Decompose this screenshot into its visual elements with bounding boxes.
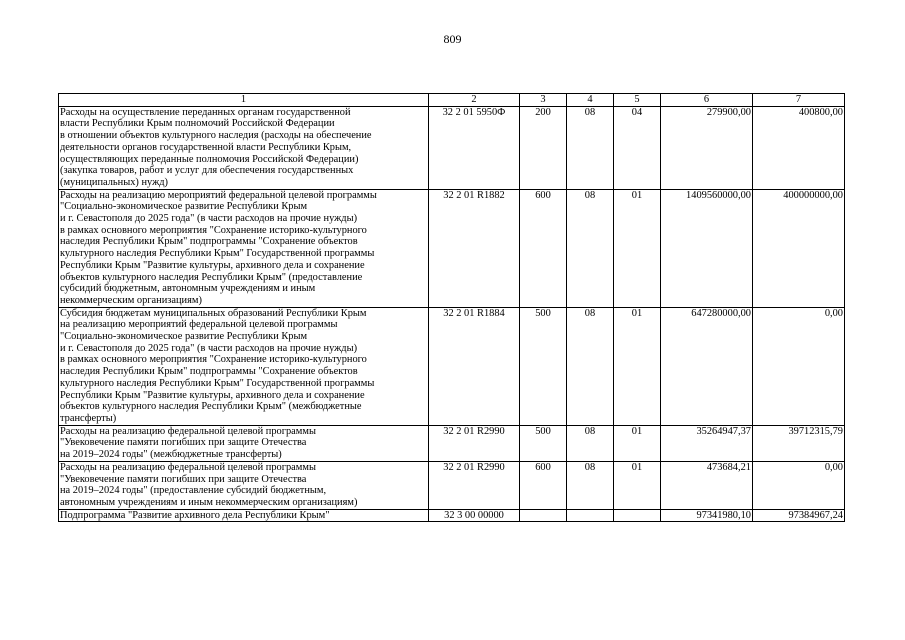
- row-code: 32 3 00 00000: [429, 509, 520, 522]
- table-row: [59, 307, 845, 425]
- table-row: [59, 106, 845, 189]
- row-description: Субсидия бюджетам муниципальных образований Республики Крым на реализацию мероприятий федеральной целевой программы "Социально-экономическое развитие Республики Крым и г. Севастополя до 2025 года" (в части расходов на прочие нужды) в рамках основного мероприятия "Сохранение историко-культурного наследия Республики Крым" подпрограммы "Сохранение объектов культурного наследия Республики Крым" Государственной программы Республики Крым "Развитие культуры, архивного дела и сохранение объектов культурного наследия Республики Крым" (межбюджетные трансферты): [59, 307, 429, 425]
- header-col-5: 5: [614, 94, 661, 107]
- header-col-2: 2: [429, 94, 520, 107]
- row-expense-type: 600: [520, 189, 567, 307]
- budget-table: [58, 93, 845, 522]
- row-subsection: [614, 509, 661, 522]
- row-description: Подпрограмма "Развитие архивного дела Республики Крым": [59, 509, 429, 522]
- header-row: [59, 94, 845, 107]
- row-code: 32 2 01 5950Ф: [429, 106, 520, 189]
- row-code: 32 2 01 R1882: [429, 189, 520, 307]
- row-subsection: 04: [614, 106, 661, 189]
- row-section: [567, 509, 614, 522]
- header-col-3: 3: [520, 94, 567, 107]
- row-section: 08: [567, 189, 614, 307]
- table-row: [59, 189, 845, 307]
- row-amount-1: 647280000,00: [661, 307, 753, 425]
- row-code: 32 2 01 R2990: [429, 461, 520, 509]
- page-number: 809: [443, 32, 462, 46]
- row-section: 08: [567, 461, 614, 509]
- row-subsection: 01: [614, 425, 661, 461]
- row-amount-1: 97341980,10: [661, 509, 753, 522]
- table-row: [59, 461, 845, 509]
- header-col-6: 6: [661, 94, 753, 107]
- row-description: Расходы на реализацию федеральной целевой программы "Увековечение памяти погибших при защите Отечества на 2019–2024 годы" (межбюджетные трансферты): [59, 425, 429, 461]
- row-expense-type: [520, 509, 567, 522]
- row-amount-1: 473684,21: [661, 461, 753, 509]
- header-col-7: 7: [753, 94, 845, 107]
- row-expense-type: 200: [520, 106, 567, 189]
- row-description: Расходы на реализацию федеральной целевой программы "Увековечение памяти погибших при защите Отечества на 2019–2024 годы" (предоставление субсидий бюджетным, автономным учреждениям и иным некоммерческим организациям): [59, 461, 429, 509]
- row-amount-1: 1409560000,00: [661, 189, 753, 307]
- row-expense-type: 500: [520, 425, 567, 461]
- row-amount-2: 400800,00: [753, 106, 845, 189]
- row-subsection: 01: [614, 307, 661, 425]
- row-description: Расходы на реализацию мероприятий федеральной целевой программы "Социально-экономическое развитие Республики Крым и г. Севастополя до 2025 года" (в части расходов на прочие нужды) в рамках основного мероприятия "Сохранение историко-культурного наследия Республики Крым" подпрограммы "Сохранение объектов культурного наследия Республики Крым" Государственной программы Республики Крым "Развитие культуры, архивного дела и сохранение объектов культурного наследия Республики Крым" (предоставление субсидий бюджетным, автономным учреждениям и иным некоммерческим организациям): [59, 189, 429, 307]
- row-amount-2: 39712315,79: [753, 425, 845, 461]
- row-code: 32 2 01 R2990: [429, 425, 520, 461]
- row-section: 08: [567, 425, 614, 461]
- row-description: Расходы на осуществление переданных органам государственной власти Республики Крым полномочий Российской Федерации в отношении объектов культурного наследия (расходы на обеспечение деятельности органов государственной власти Республики Крым, осуществляющих переданные полномочия Российской Федерации) (закупка товаров, работ и услуг для обеспечения государственных (муниципальных) нужд): [59, 106, 429, 189]
- table-row: [59, 425, 845, 461]
- row-amount-1: 279900,00: [661, 106, 753, 189]
- row-section: 08: [567, 106, 614, 189]
- header-col-1: 1: [59, 94, 429, 107]
- row-subsection: 01: [614, 461, 661, 509]
- table-row: [59, 509, 845, 522]
- row-amount-2: 0,00: [753, 307, 845, 425]
- row-section: 08: [567, 307, 614, 425]
- row-expense-type: 600: [520, 461, 567, 509]
- row-subsection: 01: [614, 189, 661, 307]
- row-expense-type: 500: [520, 307, 567, 425]
- row-amount-1: 35264947,37: [661, 425, 753, 461]
- row-amount-2: 97384967,24: [753, 509, 845, 522]
- row-code: 32 2 01 R1884: [429, 307, 520, 425]
- row-amount-2: 0,00: [753, 461, 845, 509]
- row-amount-2: 400000000,00: [753, 189, 845, 307]
- header-col-4: 4: [567, 94, 614, 107]
